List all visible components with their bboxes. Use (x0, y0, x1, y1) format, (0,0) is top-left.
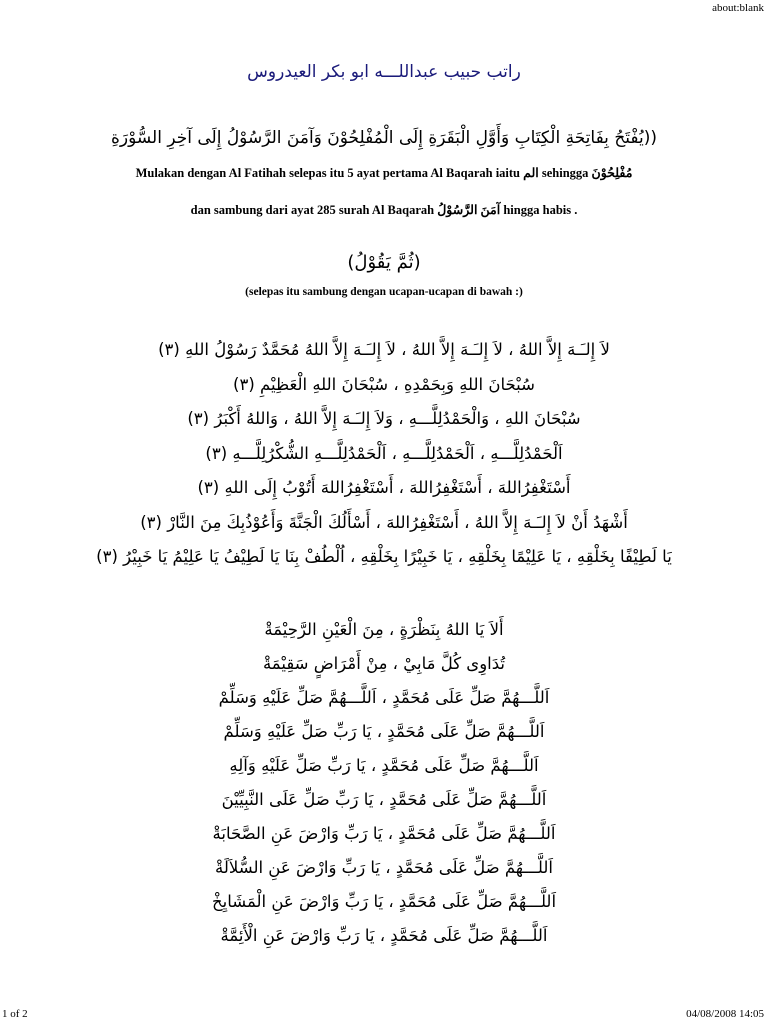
dhikr-line: أَسْتَغْفِرُاللهَ ، أَسْتَغْفِرُاللهَ ، أَسْتَغْفِرُاللهَ أَتُوْبُ إِلَى اللهِ (٣) (197, 478, 571, 497)
page-title: راتب حبيب عبداللـــه ابو بكر العيدروس (247, 62, 521, 82)
salawat-line: اَللَّـــهُمَّ صَلِّ عَلَى مُحَمَّدٍ ، يَا رَبِّ صَلِّ عَلَى النَّبِيِّيْنَ (221, 790, 547, 809)
dhikr-line: أَشْهَدُ أَنْ لاَ إِلـَـهَ إِلاَّ اللهُ ، أَسْتَغْفِرُاللهَ ، أَسْأَلُكَ الْجَنَّةَ وَأَعُوْذُبِكَ مِنَ النَّارْ (٣) (140, 512, 628, 532)
salawat-line: اَللَّـــهُمَّ صَلِّ عَلَى مُحَمَّدٍ ، اَللَّـــهُمَّ صَلِّ عَلَيْهِ وَسَلِّمْ (218, 688, 550, 707)
page-indicator: 1 of 2 (2, 1008, 28, 1020)
salawat-line: اَللَّـــهُمَّ صَلِّ عَلَى مُحَمَّدٍ ، يَا رَبِّ صَلِّ عَلَيْهِ وَآلِهِ (229, 756, 539, 775)
salawat-line: تُدَاوِى كُلَّ مَابِيْ ، مِنْ أَمْرَاضٍ سَقِيْمَةْ (262, 654, 506, 673)
salawat-line: اَللَّـــهُمَّ صَلِّ عَلَى مُحَمَّدٍ ، يَا رَبِّ صَلِّ عَلَيْهِ وَسَلِّمْ (223, 722, 545, 741)
malay-note-1: Mulakan dengan Al Fatihah selepas itu 5 ayat pertama Al Baqarah iaitu الم sehingga مُفْلِحُوْنَ (135, 166, 633, 180)
salawat-line: أَلاَ يَا اللهُ بِنَظْرَةٍ ، مِنَ الْعَيْنِ الرَّحِيْمَةْ (264, 620, 504, 639)
dhikr-block-2 (0, 613, 768, 953)
opening-instruction-arabic: ((يُفْتَحُ بِفَاتِحَةِ الْكِتَابِ وَأَوَّلِ الْبَقَرَةِ إِلَى الْمُفْلِحُوْنَ وَآمَنَ الرَّسُوْلُ إِلَى آخِرِ السُّوْرَةِ (110, 128, 658, 148)
malay-note-3: (selepas itu sambung dengan ucapan-ucapan di bawah :) (245, 286, 523, 298)
dhikr-block-1 (0, 333, 768, 575)
thumma-yaqulu: (ثُمَّ يَقُوْلُ) (347, 252, 421, 273)
salawat-line: اَللَّـــهُمَّ صَلِّ عَلَى مُحَمَّدٍ ، يَا رَبِّ وَارْضَ عَنِ السُّلاَلَةْ (215, 858, 553, 877)
salawat-line: اَللَّـــهُمَّ صَلِّ عَلَى مُحَمَّدٍ ، يَا رَبِّ وَارْضَ عَنِ الْمَشَايِخْ (211, 892, 557, 911)
dhikr-line: لاَ إِلـَـهَ إِلاَّ اللهُ ، لاَ إِلـَـهَ إِلاَّ اللهُ ، لاَ إِلـَـهَ إِلاَّ اللهُ مُحَمَّدٌ رَسُوْلُ اللهِ (٣) (158, 340, 610, 359)
salawat-line: اَللَّـــهُمَّ صَلِّ عَلَى مُحَمَّدٍ ، يَا رَبِّ وَارْضَ عَنِ الصَّحَابَةْ (212, 824, 556, 843)
dhikr-line: سُبْحَانَ اللهِ وَبِحَمْدِهِ ، سُبْحَانَ اللهِ الْعَظِيْمِ (٣) (233, 374, 535, 394)
salawat-line: اَللَّـــهُمَّ صَلِّ عَلَى مُحَمَّدٍ ، يَا رَبِّ وَارْضَ عَنِ الْأَئِمَّةْ (220, 926, 548, 945)
dhikr-line: يَا لَطِيْفًا بِخَلْقِهِ ، يَا عَلِيْمًا بِخَلْقِهِ ، يَا خَبِيْرًا بِخَلْقِهِ ، اُلْطُفْ بِنَا يَا لَطِيْفُ يَا عَلِيْمُ يَا خَبِيْرُ (٣) (96, 547, 672, 566)
malay-note-2: dan sambung dari ayat 285 surah Al Baqarah آمَنَ الرَّسُوْلُ hingga habis . (190, 203, 578, 217)
browser-url: about:blank (712, 2, 764, 14)
dhikr-line: اَلْحَمْدُلِلَّـــهِ ، اَلْحَمْدُلِلَّـــهِ ، اَلْحَمْدُلِلَّـــهِ الشُّكْرُلِلَّـــهِ (٣) (205, 443, 563, 463)
dhikr-line: سُبْحَانَ اللهِ ، وَالْحَمْدُلِلَّـــهِ ، وَلاَ إِلـَـهَ إِلاَّ اللهُ ، وَاللهُ أَكْبَرُ (٣) (187, 409, 581, 428)
print-datetime: 04/08/2008 14:05 (686, 1008, 764, 1020)
